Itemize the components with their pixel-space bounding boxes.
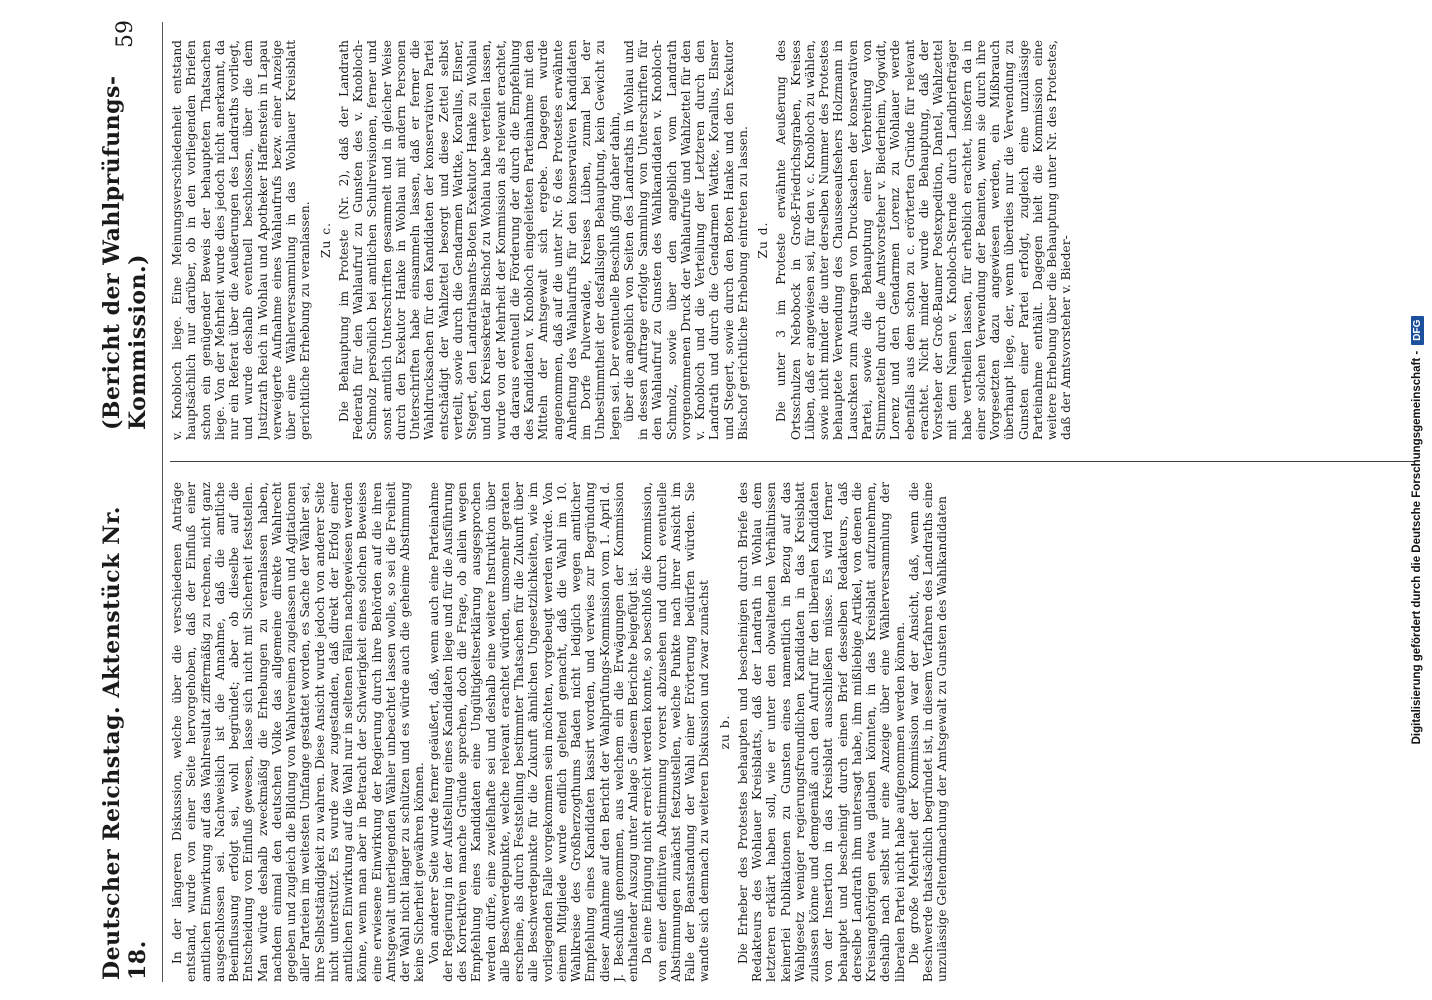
credit-text: Digitalisierung gefördert durch die Deutsche Forschungsgemeinschaft - [1411,350,1423,745]
paragraph: Die große Mehrheit der Kommission war der Ansicht, daß, wenn die Beschwerde thatsächlich begründet ist, in diesem Verfahren des Landraths eine unzulässige Geltendmachung der Amtsgewalt zu Gunsten des Wahlkandidaten [906,482,950,982]
digitization-credit-strip [1398,40,1432,980]
paragraph: Die Erheber des Protestes behaupten und bescheinigen durch Briefe des Redakteurs des Wohlauer Kreisblatts, daß der Landrath in Wohlau dem letzteren erklärt haben soll, wie er unter den obwaltenden Verhältnissen keinerlei Publikationen zu Gunsten eines namentlich in Bezug auf das Wahlgesetz weniger regierungsfreundlichen Kandidaten in das Kreisblatt zulassen könne und demgemäß auch den Aufruf für den liberalen Kandidaten von der Insertion in das Kreisblatt ausschließen müsse. Es wird ferner behauptet und bescheinigt durch einen Brief desselben Redakteurs, daß derselbe Landrath ihm untersagt habe, ihm mißliebige Artikel, von denen die Kreisangehörigen etwa glauben könnten, in das Kreisblatt aufzunehmen, deshalb nach selbst nur eine Anzeige über eine Wählerversammlung der liberalen Partei nicht habe aufgenommen werden können. [735,482,907,982]
text-column-left [170,482,1415,982]
dfg-logo: DFG [1411,316,1424,345]
digitization-credit [1406,80,1428,980]
paragraph: Die unter 3 im Proteste erwähnte Aeußerung des Ortsschulzen Nebobock in Groß-Friedrichsgraben, Kreises Lüben, daß er angewiesen sei, für den v. c. Knobloch zu wählen, sowie nicht minder die unter derselben Nummer des Protestes behauptete Verwendung des Chausseeaufsehers Holzmann in Lauschken zum Austragen von Drucksachen der konservativen Partei, sowie die Behauptung einer Verbreitung von Stimmzetteln durch die Amtsvorsteher v. Biederheim, Vogwidt, Lorenz und den Gendarmen Lorenz zu Wohlauer werde ebenfalls aus dem schon zu c. erörterten Gründe für relevant erachtet. Nicht minder wurde die Behauptung, daß der Vorsteher der Groß-Baumer Postexpedition, Dantel, Wahlzettel mit dem Namen v. Knobloch-Sternde durch Landbriefträger habe vertheilen lassen, für erheblich erachtet, insofern da in einer solchen Verwendung der Beamten, wenn sie durch ihre Vorgesetzten dazu angewiesen werden, ein Mißbrauch überhaupt liege, der, wenn überdies nur die Verwendung zu Gunsten einer Partei erfolgt, zugleich eine unzulässige Parteinahme enthält. Dagegen hielt die Kommission eine weitere Erhebung über die Behauptung unter Nr. des Protestes, daß der Amtsvorsteher v. Bieder- [774,40,1074,440]
paragraph: über die angeblich von Seiten des Landraths in Wohlau und in dessen Auftrage erfolgte Sammlung von Unterschriften für den Wahlaufruf zu Gunsten des Wahlkandidaten v. Knobloch-Schmolz, sowie über den angeblich vom Landrath vorgenommenen Druck der Wahlaufrufe und Wahlzettel für den v. Knobloch und die Verteilung der Letzteren durch den Landrath und durch die Gendarmen Wattke, Korallus, Elsner und Stegert, sowie durch den Boten Hanke und den Exekutor Bischof gerichtliche Erhebung eintreten zu lassen. [621,40,750,440]
section-heading: Zu c. [318,222,333,258]
section-heading: zu b. [717,714,732,750]
paragraph: Die Behauptung im Proteste (Nr. 2), daß der Landrath Federath für den Wahlaufruf zu Gunsten des v. Knobloch-Schmolz persönlich bei amtlichen Schulrevisionen, ferner und sonst amtlich Unterschriften gesammelt und in gleicher Weise durch den Exekutor Hanke in Wohlau mit andern Personen Unterschriften habe einsammeln lassen, daß er ferner die Wahldrucksachen für den Kandidaten der konservativen Partei entschädigt der Wahlzettel besorgt und diese Zettel selbst verteilt, sowie durch die Gendarmen Wattke, Korallus, Elsner, Stegert, den Landrathsamts-Boten Exekutor Hanke zu Wohlau und den Kreissekretär Bischof zu Wohlau habe verteilen lassen, wurde von der Mehrheit der Kommission als relevant erachtet, da daraus eventuell die Förderung der durch die Empfehlung des Kandidaten v. Knobloch eingeleiteten Parteinahme mit den Mitteln der Amtsgewalt sich ergebe. Dagegen wurde angenommen, daß auf die unter Nr. 6 des Protestes erwähnte Anheftung des Wahlaufrufs für den konservativen Kandidaten im Dorfe Pulverwalde, Kreises Lüben, zumal bei der Unbestimmtheit der desfallsigen Behauptung, kein Gewicht zu legen sei. Der eventuelle Beschluß ging daher dahin, [336,40,622,440]
running-head-right [90,20,160,430]
section-heading: Zu d. [756,221,770,259]
running-head-subtitle: (Bericht der Wahlprüfungs-Kommission.) [99,75,151,430]
paragraph: Da eine Einigung nicht erreicht werden konnte, so beschloß die Kommission, von einer definitiven Abstimmung vorerst abzusehen und durch eventuelle Abstimmungen zunächst festzustellen, welche Punkte nach ihrer Ansicht im Falle der Beanstandung der Wahl einer Erörterung bedürfen würden. Sie wandte sich demnach zu weiteren Diskussion und zwar zunächst [640,482,712,982]
running-head-left [90,465,160,980]
paragraph: v. Knobloch liege. Eine Meinungsverschiedenheit entstand hauptsächlich nur darüber, ob in den vorliegenden Briefen schon ein genügender Beweis der behaupteten Thatsachen liege. Von der Mehrheit wurde dies jedoch nicht anerkannt, da nur ein Referat über die Aeußerungen des Landraths vorliegt, und wurde deshalb eventuell beschlossen, über die dem Justizrath Reich in Wohlau und Apotheker Haffenstein in Lapau verweigerte Aufnahme eines Wahlaufrufs bezw. einer Anzeige über eine Wählerversammlung in das Wohlauer Kreisblatt gerichtliche Erhebung zu veranlassen. [170,40,313,440]
header-rule [162,22,163,982]
paragraph: Von anderer Seite wurde ferner geäußert, daß, wenn auch eine Parteinahme der Regierung in der Aufstellung eines Kandidaten liege und für die Ausführung des Korrektiven manche Gründe sprechen, doch die Frage, ob allein wegen Empfehlung eines Kandidaten eine Ungültigkeitserklärung ausgesprochen werden dürfe, eine zweifelhafte sei und deshalb eine weitere Instruktion über alle Beschwerdepunkte, welche relevant erachtet würden, umsomehr geraten erscheine, als durch Feststellung bestimmter Thatsachen für die Zukunft über alle Beschwerdepunkte für die Zukunft ähnlichen Ungesetzlichkeiten, wie im vorliegenden Falle vorgekommen sein möchten, vorgebeugt werden würde. Von einem Mitgliede wurde endlich geltend gemacht, daß die Wahl im 10. Wahlkreise des Großherzogthums Baden nicht lediglich wegen amtlicher Empfehlung eines Kandidaten kassirt worden, und verwies zur Begründung dieser Annahme auf den Bericht der Wahlprüfungs-Kommission vom 1. April d. J. Beschluß genommen, aus welchem ein die Erwägungen der Kommission enthaltender Auszug unter Anlage 5 diesem Berichte beigefügt ist. [426,482,640,982]
page-number: 59 [112,20,138,48]
column-divider [170,461,1415,462]
paragraph: In der längeren Diskussion, welche über die verschiedenen Anträge entstand, wurde von einer Seite hervorgehoben, daß der Einfluß einer amtlichen Einwirkung auf das Wahlresultat ziffermäßig zu rechnen, nicht ganz ausgeschlossen sei. Nachweislich ist die Annahme, daß die amtliche Beeinflussung erfolgt sei, wohl begründet; aber ob dieselbe auf die Entscheidung von Einfluß gewesen, lasse sich nicht mit Sicherheit feststellen. Man würde deshalb zweckmäßig die Erhebungen zu veranlassen haben, nachdem einmal den deutschen Volke das allgemeine direkte Wahlrecht gegeben und zugleich die Bildung von Wahlvereinen zugelassen und Agitationen aller Parteien im weitesten Umfange gestattet worden, es Sache der Wähler sei, ihre Selbstständigkeit zu wahren. Diese Ansicht wurde jedoch von anderer Seite nicht unterstützt. Es wurde zwar zugestanden, daß direkt der Erfolg einer amtlichen Einwirkung auf die Wahl nur in seltenen Fällen nachgewiesen werden könne, wenn man aber in Betracht der Schwierigkeit eines solchen Beweises eine erwiesene Einwirkung der Regierung durch ihre Behörden auf die ihren Amtsgewalt unterliegenden Wähler unbeachtet lassen wolle, so sei die Freiheit der Wahl nicht länger zu schützen und es würde auch die geheime Abstimmung keine Sicherheit gewähren können. [170,482,427,982]
running-head-title: Deutscher Reichstag. Aktenstück Nr. 18. [99,506,151,980]
text-column-right [170,40,1415,440]
